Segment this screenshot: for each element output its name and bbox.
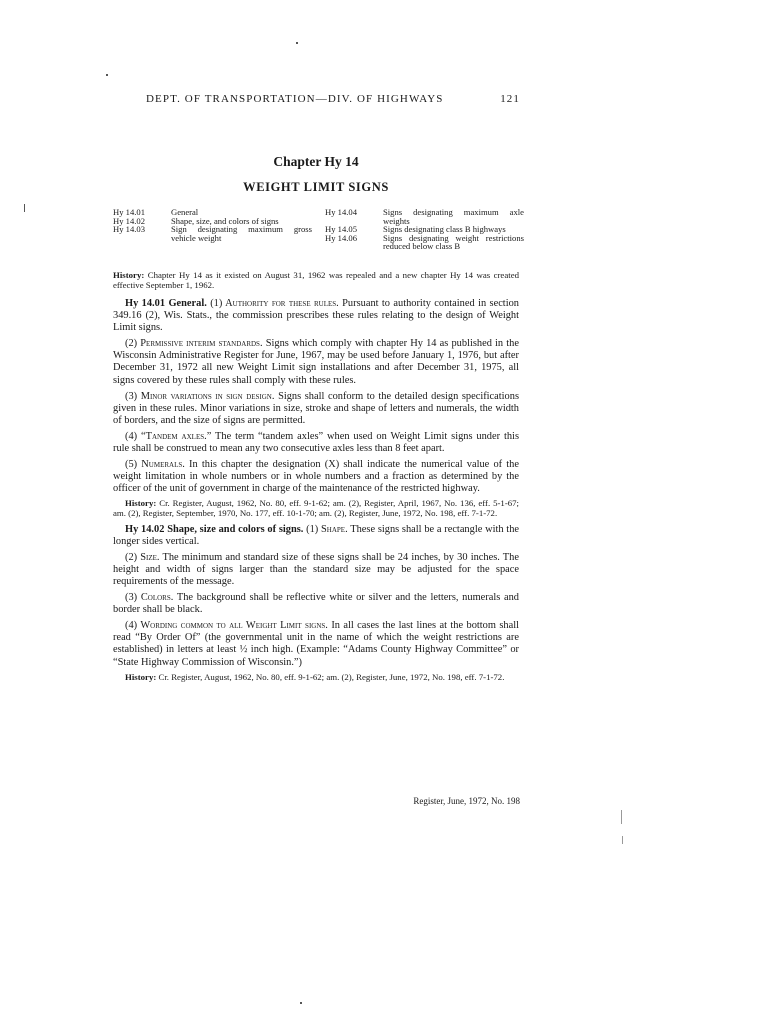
chapter-label: Chapter Hy 14 bbox=[273, 154, 359, 169]
toc-row bbox=[325, 208, 530, 225]
subsection-text: Signs which comply with chapter Hy 14 as published in the Wisconsin Administrative Register for June, 1967, may be used before January 1, 1976, but after December 31, 1972 all new Weight Limit sign installations and after December 31, 1975, all signs covered by these rules shall comply with these rules. bbox=[113, 338, 519, 386]
toc-number: Hy 14.04 bbox=[325, 207, 357, 217]
section-heading: General. bbox=[168, 298, 207, 309]
scan-speck bbox=[622, 836, 623, 844]
subsection-label: (2) Size. bbox=[125, 551, 160, 563]
toc-number: Hy 14.01 bbox=[113, 207, 145, 217]
section-number: Hy 14.01 bbox=[125, 298, 166, 309]
toc-number: Hy 14.05 bbox=[325, 224, 357, 235]
subsection-text: In all cases the last lines at the bottom shall read “By Order Of” (the governmental unit in the name of which the weight restrictions are established) in letters at least ½ inch high. (Example: “Adams County Highway Committee” or “State Highway Commission of Wisconsin.”) bbox=[113, 620, 519, 668]
subsection-label: (4) Wording common to all Weight Limit signs. bbox=[125, 620, 328, 632]
subsection-label: (5) Numerals. bbox=[125, 459, 185, 471]
subsection-text: Pursuant to authority contained in section 349.16 (2), Wis. Stats., the commission prescribes these rules relating to the design of Weight Limit signs. bbox=[113, 298, 519, 334]
running-head bbox=[146, 93, 520, 105]
page-number: 121 bbox=[500, 93, 520, 105]
toc-right-column bbox=[325, 208, 530, 251]
section-paragraph bbox=[113, 552, 519, 588]
subsection-label: (1) Authority for these rules. bbox=[210, 298, 339, 309]
body-text bbox=[113, 298, 519, 687]
subsection-label: (4) “Tandem axles.” bbox=[125, 430, 212, 442]
toc-number: Hy 14.02 bbox=[113, 215, 145, 226]
toc-row bbox=[113, 225, 318, 242]
toc-title: Signs designating weight restrictions reduced below class B bbox=[383, 232, 524, 252]
section-paragraph bbox=[113, 298, 519, 334]
section-heading: Shape, size and colors of signs. bbox=[167, 523, 304, 535]
subsection-text: Signs shall conform to the detailed design specifications given in these rules. Minor variations in size, stroke and shape of letters and numerals, the width of borders, and the size of signs are permitted. bbox=[113, 390, 519, 426]
section-paragraph bbox=[113, 391, 519, 427]
history-text: Cr. Register, August, 1962, No. 80, eff. 9-1-62; am. (2), Register, April, 1967, No. 136, eff. 5-1-67; am. (2), Register, September, 1970, No. 177, eff. 10-1-70; am. (2), Register, June, 1972, No. 198, eff. 7-1-72. bbox=[113, 498, 519, 518]
toc-title: Signs designating maximum axle weights bbox=[383, 207, 524, 226]
history-text: Chapter Hy 14 as it existed on August 31, 1962 was repealed and a new chapter Hy 14 was created effective September 1, 1962. bbox=[113, 270, 519, 290]
history-text: Cr. Register, August, 1962, No. 80, eff. 9-1-62; am. (2), Register, June, 1972, No. 198, eff. 7-1-72. bbox=[158, 671, 505, 682]
scan-speck bbox=[106, 74, 108, 76]
scan-speck bbox=[300, 1002, 302, 1004]
toc-title: Signs designating class B highways bbox=[383, 224, 506, 235]
scan-speck bbox=[296, 42, 298, 44]
subsection-label: (1) Shape. bbox=[306, 523, 348, 535]
subsection-label: (3) Colors. bbox=[125, 592, 174, 604]
history-label: History: bbox=[125, 498, 157, 509]
section-history bbox=[113, 673, 519, 683]
history-note bbox=[113, 271, 519, 290]
toc-title: General bbox=[171, 207, 199, 217]
subsection-text: The background shall be reflective white or silver and the letters, numerals and border shall be black. bbox=[113, 592, 519, 616]
running-head-text: DEPT. OF TRANSPORTATION—DIV. OF HIGHWAYS bbox=[146, 93, 444, 105]
section-history bbox=[113, 499, 519, 518]
history-label: History: bbox=[113, 270, 145, 280]
subsection-text: The minimum and standard size of these signs shall be 24 inches, by 30 inches. The height and width of signs larger than the standard size may be adjusted for the space requirements of the message. bbox=[113, 551, 519, 587]
subsection-label: (3) Minor variations in sign design. bbox=[125, 390, 275, 402]
section-paragraph bbox=[113, 431, 519, 455]
toc-number: Hy 14.03 bbox=[113, 224, 145, 235]
toc-left-column bbox=[113, 208, 318, 242]
toc-row bbox=[325, 234, 530, 251]
toc-title: Shape, size, and colors of signs bbox=[171, 215, 279, 226]
section-paragraph bbox=[113, 459, 519, 495]
section-paragraph bbox=[113, 524, 519, 548]
subsection-label: (2) Permissive interim standards. bbox=[125, 338, 263, 350]
section-paragraph bbox=[113, 592, 519, 616]
section-paragraph bbox=[113, 338, 519, 386]
subsection-text: These signs shall be a rectangle with the longer sides vertical. bbox=[113, 523, 519, 547]
history-label: History: bbox=[125, 671, 157, 682]
scan-speck bbox=[621, 810, 622, 824]
scan-speck bbox=[24, 204, 25, 212]
toc-title: Sign designating maximum gross vehicle weight bbox=[171, 224, 312, 243]
section-paragraph bbox=[113, 620, 519, 668]
subsection-text: In this chapter the designation (X) shall indicate the numerical value of the weight limitation in whole numbers or in whole numbers and a fraction as determined by the officer of the unit of government in charge of the maintenance of the restricted highway. bbox=[113, 459, 519, 495]
section-number: Hy 14.02 bbox=[125, 523, 165, 535]
subsection-text: The term “tandem axles” when used on Weight Limit signs under this rule shall be construed to mean any two consecutive axles less than 8 feet apart. bbox=[113, 430, 519, 455]
chapter-title: WEIGHT LIMIT SIGNS bbox=[243, 180, 389, 194]
toc-number: Hy 14.06 bbox=[325, 232, 357, 243]
footer-register: Register, June, 1972, No. 198 bbox=[413, 796, 520, 806]
